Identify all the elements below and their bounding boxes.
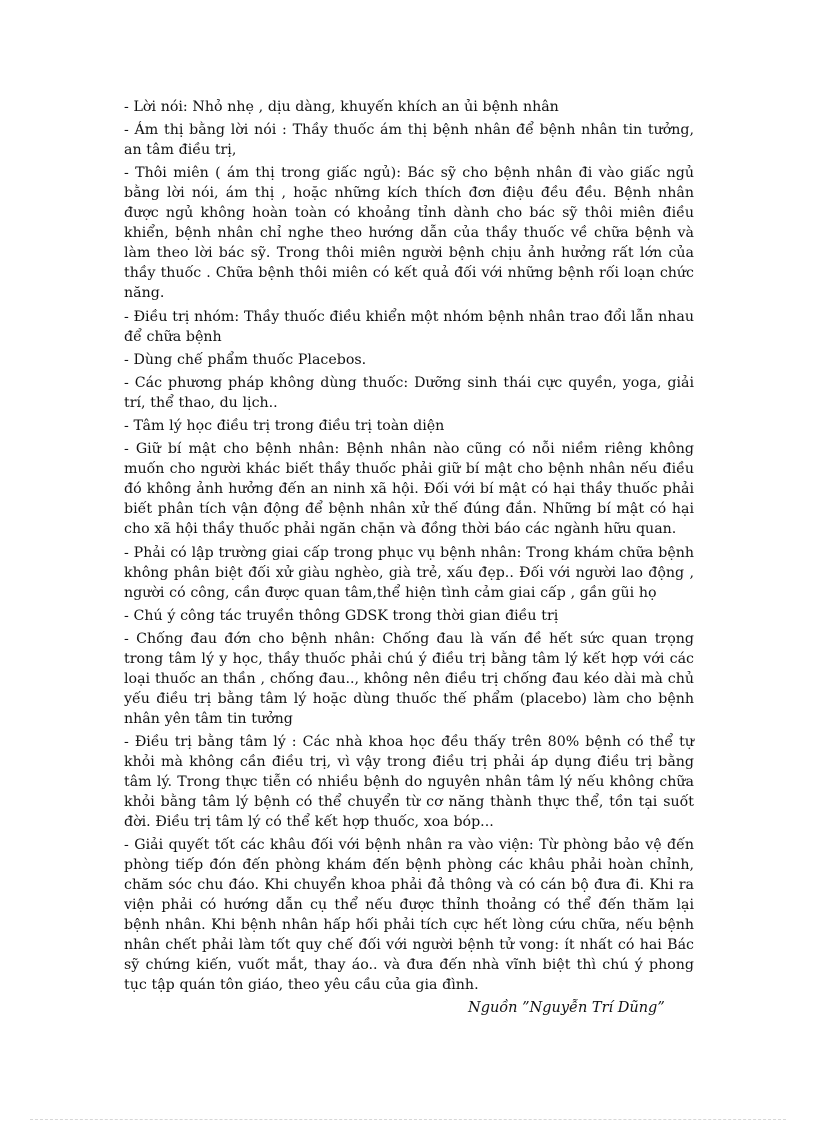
paragraph-ra-vao-vien: - Giải quyết tốt các khâu đối với bệnh nhân ra vào viện: Từ phòng bảo vệ đến phòng tiếp đón đến phòng khám đến bệnh phòng các khâu phải hoàn chỉnh, chăm sóc chu đáo. Khi chuyển khoa phải đả thông và có cán bộ đưa đi. Khi ra viện phải có hướng dẫn cụ thể nếu được thỉnh thoảng có thể đến thăm lại bệnh nhân. Khi bệnh nhân hấp hối phải tích cực hết lòng cứu chữa, nếu bệnh nhân chết phải làm tốt quy chế đối với người bệnh tử vong: ít nhất có hai Bác sỹ chứng kiến, vuốt mắt, thay áo.. và đưa đến nhà vĩnh biệt thì chú ý phong tục tập quán tôn giáo, theo yêu cầu của gia đình. xyxy=(124,837,694,994)
paragraph-truyen-thong: - Chú ý công tác truyền thông GDSK trong thời gian điều trị xyxy=(124,607,559,624)
paragraph-lap-truong: - Phải có lập trường giai cấp trong phục vụ bệnh nhân: Trong khám chữa bệnh không phân biệt đối xử giàu nghèo, già trẻ, xấu đẹp.. Đối với người lao động , người có công, cần được quan tâm,thể hiện tình cảm giai cấp , gần gũi họ xyxy=(124,544,694,601)
paragraph-tam-ly-hoc-dieu-tri: - Tâm lý học điều trị trong điều trị toàn diện xyxy=(124,418,445,435)
paragraph-chong-dau: - Chống đau đớn cho bệnh nhân: Chống đau là vấn đề hết sức quan trọng trong tâm lý y học, thầy thuốc phải chú ý điều trị bằng tâm lý kết hợp với các loại thuốc an thần , chống đau.., không nên điều trị chống đau kéo dài mà chủ yếu điều trị bằng tâm lý hoặc dùng thuốc thế phẩm (placebo) làm cho bệnh nhân yên tâm tin tưởng xyxy=(124,630,694,727)
paragraph-khong-dung-thuoc: - Các phương pháp không dùng thuốc: Dưỡng sinh thái cực quyền, yoga, giải trí, thể thao, du lịch.. xyxy=(124,374,694,411)
source-citation: Nguồn ”Nguyễn Trí Dũng” xyxy=(468,1000,665,1016)
paragraph-loi-noi: - Lời nói: Nhỏ nhẹ , dịu dàng, khuyến khích an ủi bệnh nhân xyxy=(124,99,559,115)
paragraph-dieu-tri-tam-ly: - Điều trị bằng tâm lý : Các nhà khoa học đều thấy trên 80% bệnh có thể tự khỏi mà không cần điều trị, vì vậy trong điều trị phải áp dụng điều trị bằng tâm lý. Trong thực tiễn có nhiều bệnh do nguyên nhân tâm lý nếu không chữa khỏi bằng tâm lý bệnh có thể chuyển từ cơ năng thành thực thể, tồn tại suốt đời. Điều trị tâm lý có thể kết hợp thuốc, xoa bóp... xyxy=(124,734,694,831)
paragraph-am-thi: - Ám thị bằng lời nói : Thầy thuốc ám thị bệnh nhân để bệnh nhân tin tưởng, an tâm điều trị, xyxy=(124,122,694,159)
paragraph-thoi-mien: - Thôi miên ( ám thị trong giấc ngủ): Bác sỹ cho bệnh nhân đi vào giấc ngủ bằng lời nói, ám thị , hoặc những kích thích đơn điệu đều đều. Bệnh nhân được ngủ không hoàn toàn có khoảng tỉnh dành cho bác sỹ thôi miên điều khiển, bệnh nhân chỉ nghe theo hướng dẫn của thầy thuốc về chữa bệnh và làm theo lời bác sỹ. Trong thôi miên người bệnh chịu ảnh hưởng rất lớn của thầy thuốc . Chữa bệnh thôi miên có kết quả đối với những bệnh rối loạn chức năng. xyxy=(124,165,694,302)
document-body xyxy=(124,97,694,998)
paragraph-placebos: - Dùng chế phẩm thuốc Placebos. xyxy=(124,351,367,368)
page-bottom-divider xyxy=(30,1119,786,1120)
paragraph-giu-bi-mat: - Giữ bí mật cho bệnh nhân: Bệnh nhân nào cũng có nỗi niềm riêng không muốn cho người khác biết thầy thuốc phải giữ bí mật cho bệnh nhân nếu điều đó không ảnh hưởng đến an ninh xã hội. Đối với bí mật có hại thầy thuốc phải biết phân tích vận động để bệnh nhân xử thế đúng đắn. Những bí mật có hại cho xã hội thầy thuốc phải ngăn chặn và đồng thời báo các ngành hữu quan. xyxy=(124,441,694,538)
paragraph-dieu-tri-nhom: - Điều trị nhóm: Thầy thuốc điều khiển một nhóm bệnh nhân trao đổi lẫn nhau để chữa bệnh xyxy=(124,308,694,345)
